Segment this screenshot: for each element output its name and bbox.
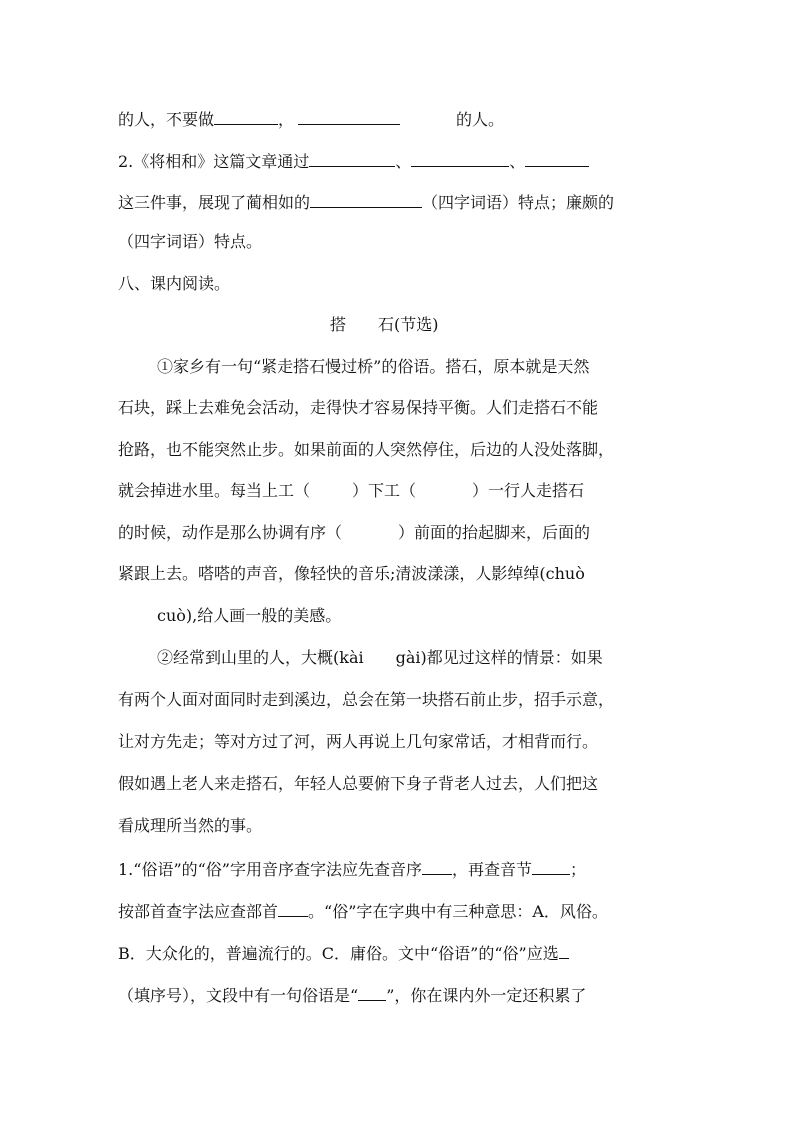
text: ， <box>278 110 295 129</box>
blank-field[interactable] <box>559 940 569 959</box>
text: ）一行人走搭石 <box>472 481 585 500</box>
blank-field[interactable] <box>278 898 308 917</box>
text: ； <box>570 860 587 879</box>
question-line <box>118 940 569 964</box>
blank-field[interactable] <box>411 148 509 167</box>
text: 这三件事，展现了蔺相如的 <box>118 193 311 212</box>
text: （填序号），文段中有一句俗语是“ <box>118 986 359 1005</box>
passage-line: ①家乡有一句“紧走搭石慢过桥”的俗语。搭石，原本就是天然 <box>157 357 590 376</box>
text: 的人，不要做 <box>118 110 215 129</box>
text: ，再查音节 <box>452 860 533 879</box>
passage-line <box>118 521 590 545</box>
text: 的人。 <box>456 110 505 129</box>
passage-line <box>118 479 584 503</box>
text: 、 <box>395 152 412 171</box>
text: 按部首查字法应查部首 <box>118 902 279 921</box>
question-line <box>118 898 608 922</box>
passage-line: 看成理所当然的事。 <box>118 816 263 835</box>
blank-field[interactable] <box>525 148 589 167</box>
blank-field[interactable] <box>214 106 278 125</box>
question-line <box>118 856 586 880</box>
blank-field[interactable] <box>309 148 395 167</box>
text: 1.“俗语”的“俗”字用音序查字法应先查音序 <box>118 860 422 879</box>
passage-line: 紧跟上去。嗒嗒的声音，像轻快的音乐;清波漾漾，人影绰绰(chuò <box>118 564 585 583</box>
blank-field[interactable] <box>310 189 422 208</box>
passage-line: 有两个人面对面同时走到溪边，总会在第一块搭石前止步，招手示意， <box>118 690 615 709</box>
passage-line: 石块，踩上去难免会活动，走得快才容易保持平衡。人们走搭石不能 <box>118 398 599 417</box>
passage-line: 抢路，也不能突然止步。如果前面的人突然停住，后边的人没处落脚， <box>118 440 615 459</box>
passage-line: 假如遇上老人来走搭石，年轻人总要俯下身子背老人过去，人们把这 <box>118 774 599 793</box>
text: ）下工（ <box>352 481 417 500</box>
text: 。“俗”字在字典中有三种意思：A．风俗。 <box>308 902 608 921</box>
passage-line: cuò),给人画一般的美感。 <box>157 606 342 625</box>
text: （四字词语）特点；廉颇的 <box>422 193 615 212</box>
blank-field[interactable] <box>532 856 570 875</box>
text: B．大众化的，普遍流行的。C．庸俗。文中“俗语”的“俗”应选 <box>118 944 559 963</box>
blank-field[interactable] <box>298 106 400 125</box>
blank-field[interactable] <box>358 982 386 1001</box>
text-line <box>118 189 614 213</box>
text: 、 <box>509 152 526 171</box>
text: ）前面的抬起脚来，后面的 <box>398 523 591 542</box>
text-line: （四字词语）特点。 <box>118 232 263 251</box>
text: 2.《将相和》这篇文章通过 <box>118 152 310 171</box>
section-heading: 八、课内阅读。 <box>118 274 231 293</box>
text: ”，你在课内外一定还积累了 <box>386 986 587 1005</box>
text: 的时候，动作是那么协调有序（ <box>118 523 343 542</box>
question-line <box>118 982 586 1006</box>
text: 就会掉进水里。每当上工（ <box>118 481 311 500</box>
blank-field[interactable] <box>422 856 452 875</box>
text-line <box>118 148 589 172</box>
passage-line: 让对方先走；等对方过了河，两人再说上几句家常话，才相背而行。 <box>118 732 599 751</box>
passage-title: 搭 石(节选) <box>330 315 439 334</box>
text-line <box>118 106 504 130</box>
passage-line: ②经常到山里的人，大概(kài gài)都见过这样的情景：如果 <box>157 648 603 667</box>
